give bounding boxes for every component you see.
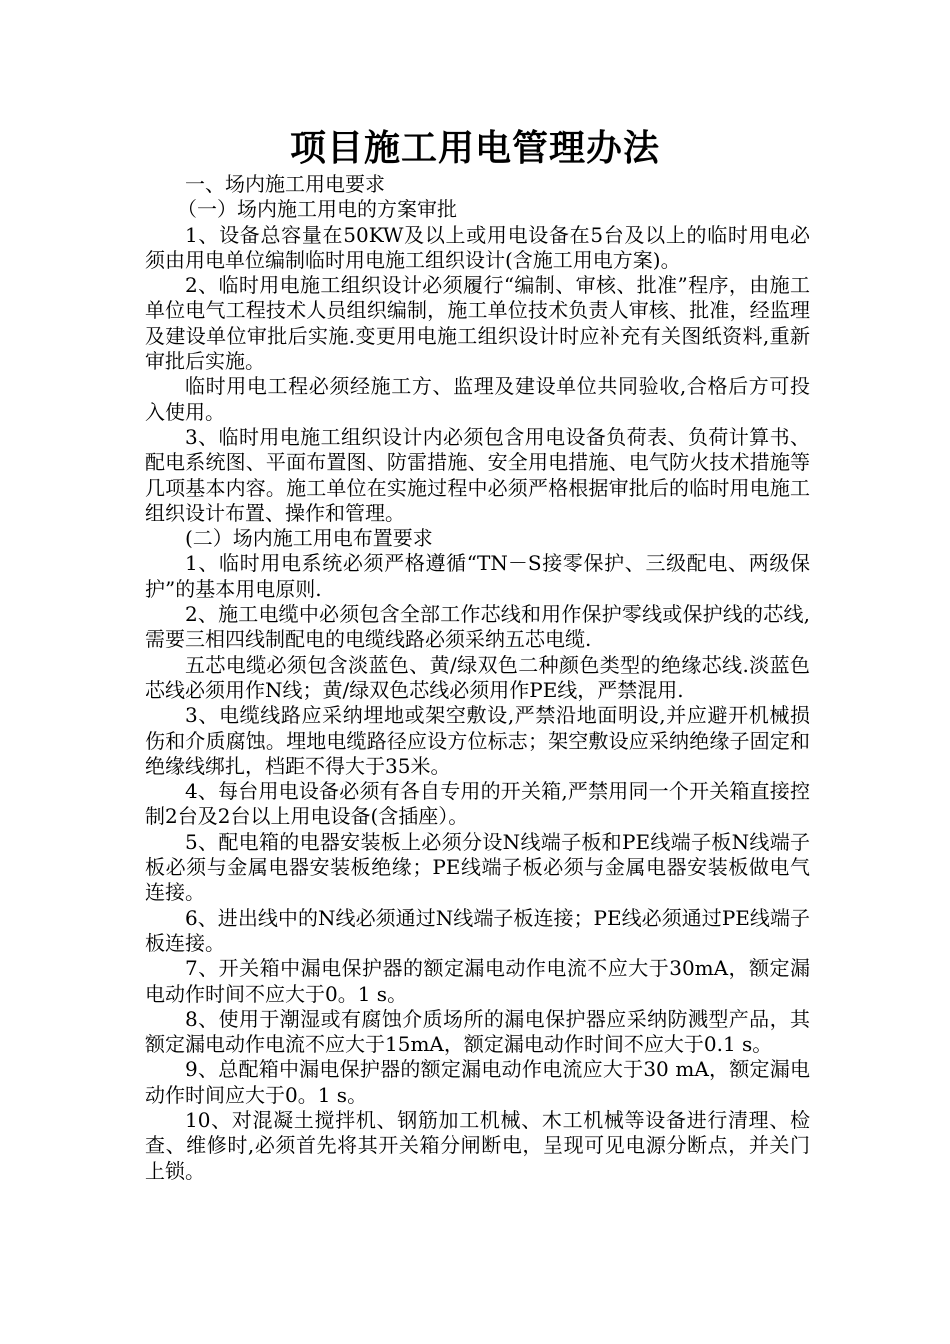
paragraph: 2、施工电缆中必须包含全部工作芯线和用作保护零线或保护线的芯线,需要三相四线制配电的电缆线路必须采纳五芯电缆.	[145, 602, 810, 652]
paragraph: 10、对混凝土搅拌机、钢筋加工机械、木工机械等设备进行清理、检查、维修时,必须首先将其开关箱分闸断电，呈现可见电源分断点，并关门上锁。	[145, 1107, 810, 1183]
paragraph: 3、电缆线路应采纳埋地或架空敷设,严禁沿地面明设,并应避开机械损伤和介质腐蚀。埋地电缆路径应设方位标志；架空敷设应采纳绝缘子固定和绝缘线绑扎，档距不得大于35米。	[145, 703, 810, 778]
document-body	[145, 172, 810, 1184]
paragraph: 4、每台用电设备必须有各自专用的开关箱,严禁用同一个开关箱直接控制2台及2台以上用电设备(含插座）。	[145, 779, 810, 829]
paragraph: 1、设备总容量在50KW及以上或用电设备在5台及以上的临时用电必须由用电单位编制临时用电施工组织设计(含施工用电方案)。	[145, 222, 810, 272]
section-heading: 一、场内施工用电要求	[185, 172, 385, 196]
paragraph: 7、开关箱中漏电保护器的额定漏电动作电流不应大于30mA，额定漏电动作时间不应大于0。1 s。	[145, 956, 810, 1006]
paragraph: 3、临时用电施工组织设计内必须包含用电设备负荷表、负荷计算书、配电系统图、平面布置图、防雷措施、安全用电措施、电气防火技术措施等几项基本内容。施工单位在实施过程中必须严格根据审批后的临时用电施工组织设计布置、操作和管理。	[145, 424, 810, 525]
paragraph: 9、总配箱中漏电保护器的额定漏电动作电流应大于30 mA，额定漏电动作时间应大于0。1 s。	[145, 1057, 810, 1107]
paragraph: 2、临时用电施工组织设计必须履行“编制、审核、批准”程序，由施工单位电气工程技术人员组织编制，施工单位技术负责人审核、批准，经监理及建设单位审批后实施.变更用电施工组织设计时应补充有关图纸资料,重新审批后实施。	[145, 273, 810, 374]
paragraph: 5、配电箱的电器安装板上必须分设N线端子板和PE线端子板N线端子板必须与金属电器安装板绝缘；PE线端子板必须与金属电器安装板做电气连接。	[145, 829, 810, 905]
document-title: 项目施工用电管理办法	[289, 127, 660, 169]
paragraph: 1、临时用电系统必须严格遵循“TN－S接零保护、三级配电、两级保护”的基本用电原则.	[145, 551, 810, 601]
paragraph: 临时用电工程必须经施工方、监理及建设单位共同验收,合格后方可投入使用。	[145, 374, 810, 424]
paragraph: 8、使用于潮湿或有腐蚀介质场所的漏电保护器应采纳防溅型产品，其额定漏电动作电流不应大于15mA，额定漏电动作时间不应大于0.1 s。	[145, 1006, 810, 1057]
paragraph: 6、进出线中的N线必须通过N线端子板连接；PE线必须通过PE线端子板连接。	[145, 905, 810, 955]
subsection-heading: （一）场内施工用电的方案审批	[177, 197, 457, 222]
paragraph: 五芯电缆必须包含淡蓝色、黄/绿双色二种颜色类型的绝缘芯线.淡蓝色芯线必须用作N线；黄/绿双色芯线必须用作PE线，严禁混用.	[145, 652, 810, 702]
subsection-heading: (二）场内施工用电布置要求	[185, 526, 433, 551]
